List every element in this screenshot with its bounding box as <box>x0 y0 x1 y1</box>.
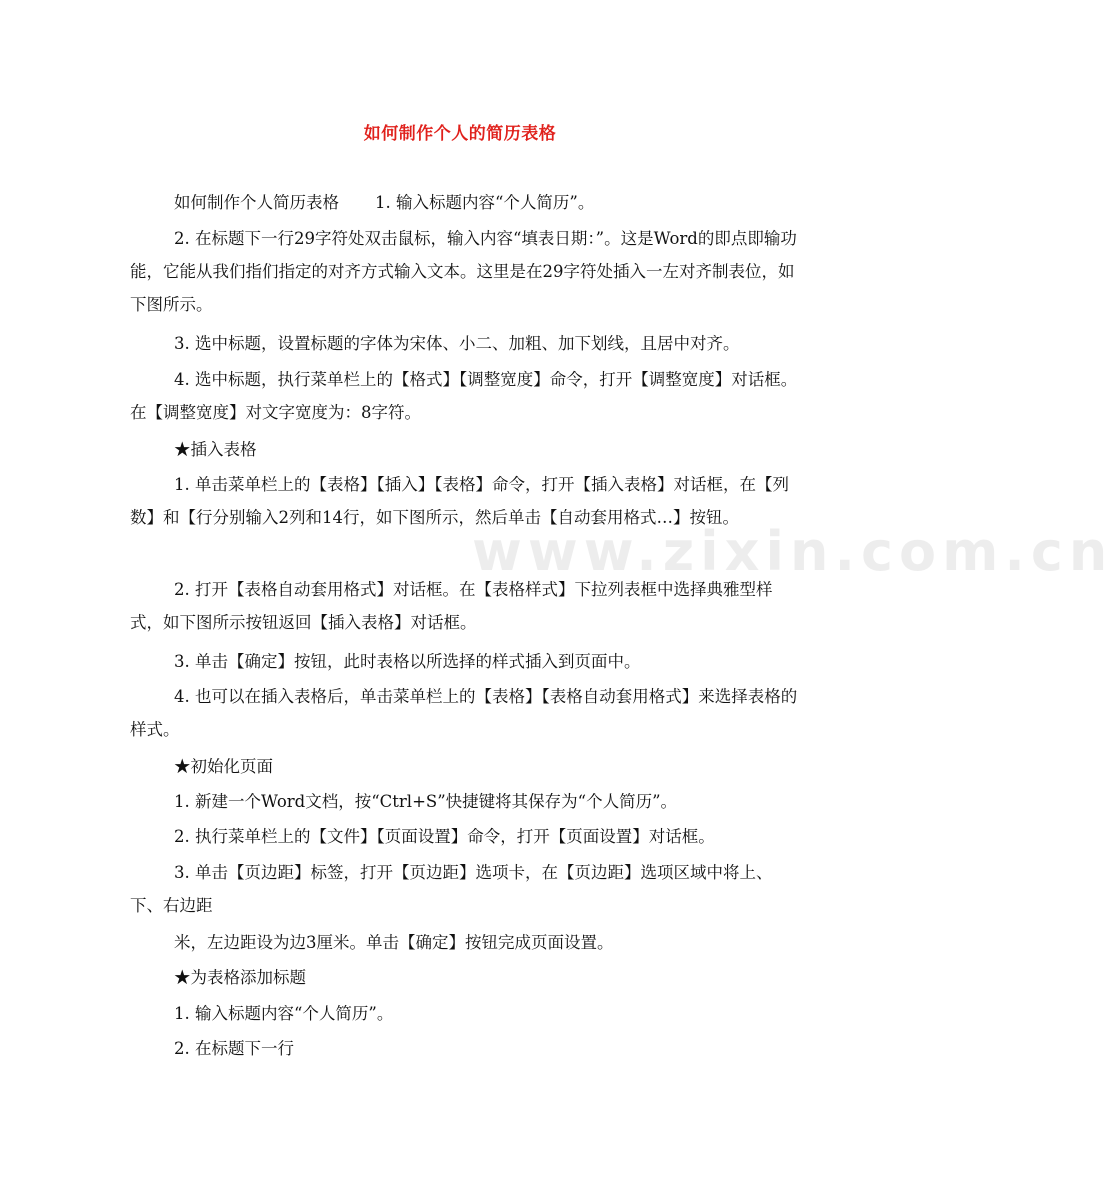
paragraph-step-4: 4. 选中标题，执行菜单栏上的【格式】【调整宽度】命令，打开【调整宽度】对话框。在【调整宽度】对文字宽度为：8字符。 <box>130 370 798 422</box>
paragraph-step-2: 2. 在标题下一行29字符处双击鼠标，输入内容“填表日期：”。这是Word的即点即输功能，它能从我们指们指定的对齐方式输入文本。这里是在29字符处插入一左对齐制表位，如下图所示。 <box>130 229 797 314</box>
section-heading-add-title: ★为表格添加标题 <box>174 968 306 987</box>
paragraph-title-2: 2. 在标题下一行 <box>174 1039 294 1058</box>
section-heading-insert-table: ★插入表格 <box>174 440 257 459</box>
paragraph-init-2: 2. 执行菜单栏上的【文件】【页面设置】命令，打开【页面设置】对话框。 <box>174 827 715 846</box>
paragraph-init-3: 3. 单击【页边距】标签，打开【页边距】选项卡，在【页边距】选项区域中将上、下、右边距 <box>130 863 773 915</box>
paragraph-insert-2: 2. 打开【表格自动套用格式】对话框。在【表格样式】下拉列表框中选择典雅型样式，如下图所示按钮返回【插入表格】对话框。 <box>130 580 773 632</box>
paragraph-1-lead: 如何制作个人简历表格 <box>174 193 339 212</box>
paragraph-1 <box>174 186 800 219</box>
document-title: 如何制作个人的简历表格 <box>363 124 557 144</box>
paragraph-insert-4: 4. 也可以在插入表格后，单击菜单栏上的【表格】【表格自动套用格式】来选择表格的样式。 <box>130 687 798 739</box>
watermark: www.zixin.com.cn <box>472 520 1113 583</box>
section-heading-init-page: ★初始化页面 <box>174 757 273 776</box>
paragraph-1-step: 1. 输入标题内容“个人简历”。 <box>375 193 595 212</box>
paragraph-insert-1: 1. 单击菜单栏上的【表格】【插入】【表格】命令，打开【插入表格】对话框，在【列数】和【行分别输入2列和14行，如下图所示，然后单击【自动套用格式…】按钮。 <box>130 475 789 527</box>
paragraph-init-1: 1. 新建一个Word文档，按“Ctrl+S”快捷键将其保存为“个人简历”。 <box>174 792 678 811</box>
paragraph-title-1: 1. 输入标题内容“个人简历”。 <box>174 1004 394 1023</box>
paragraph-insert-3: 3. 单击【确定】按钮，此时表格以所选择的样式插入到页面中。 <box>174 652 641 671</box>
paragraph-init-3-cont: 米，左边距设为边3厘米。单击【确定】按钮完成页面设置。 <box>174 933 614 952</box>
paragraph-step-3: 3. 选中标题，设置标题的字体为宋体、小二、加粗、加下划线，且居中对齐。 <box>174 334 740 353</box>
